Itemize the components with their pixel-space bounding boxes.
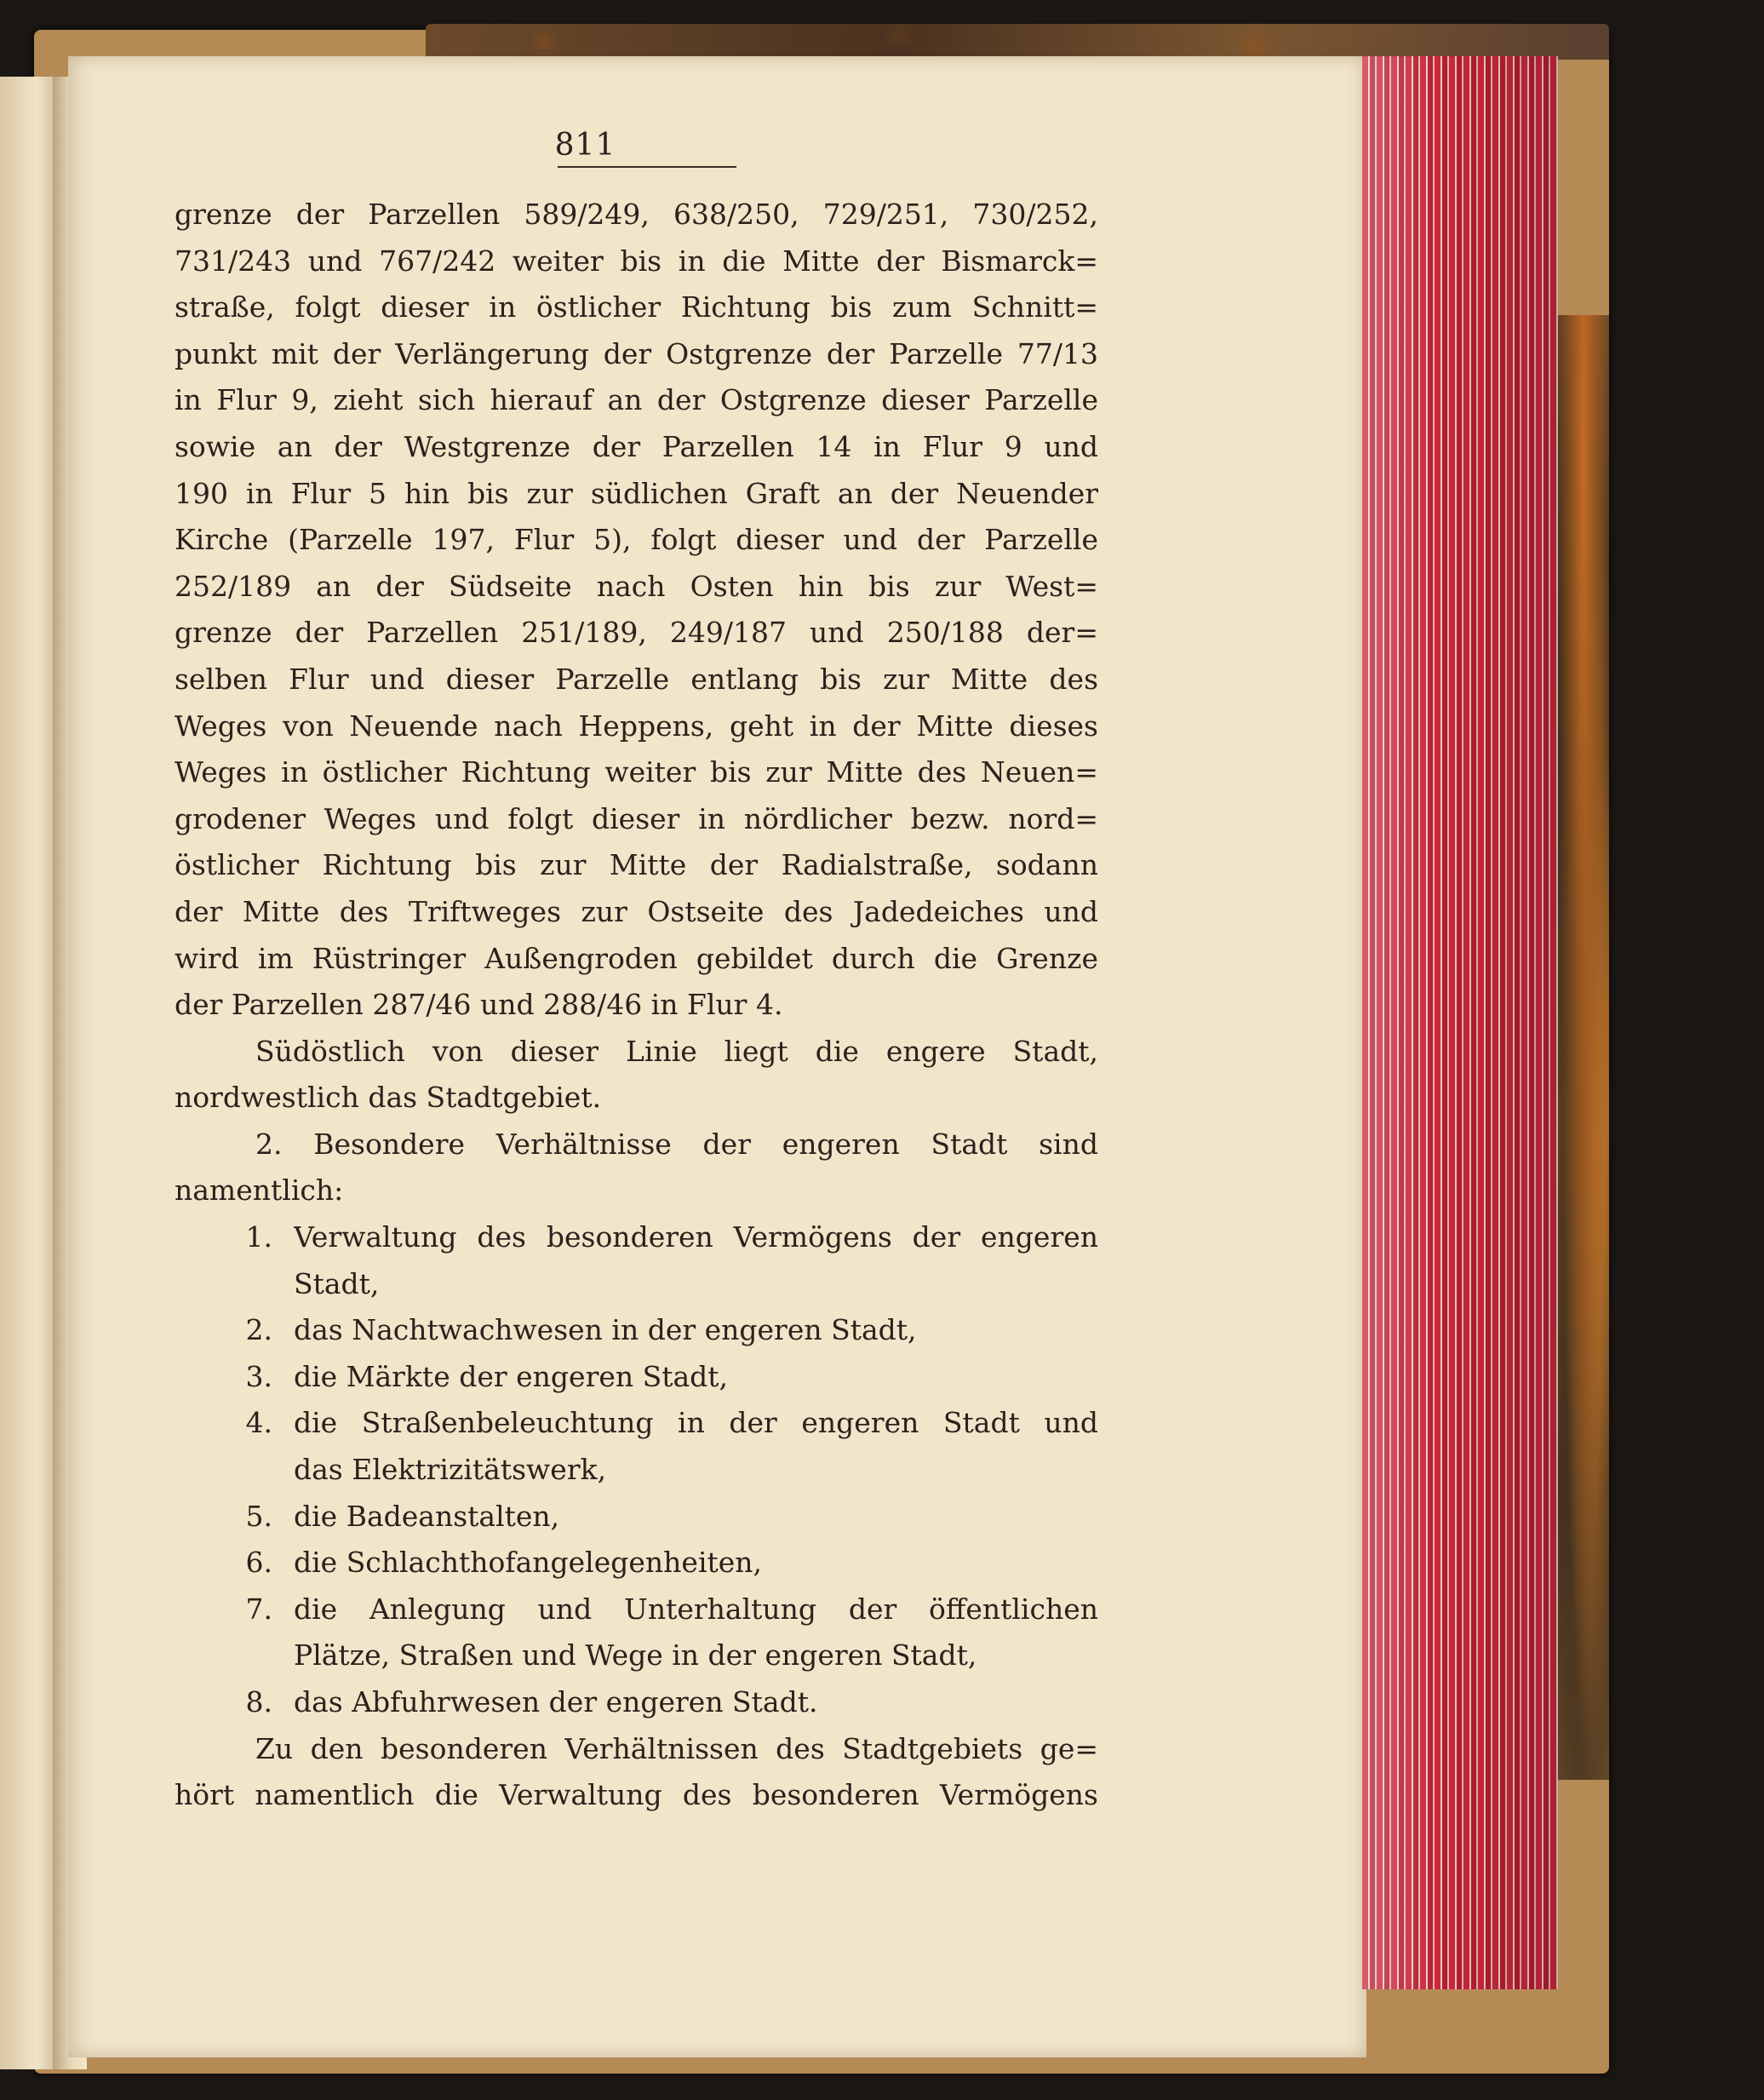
- list-item-number: 3.: [245, 1359, 272, 1393]
- list-item-text: Verwaltung des besonderen Vermögens der engeren: [294, 1220, 1098, 1254]
- text-line: der Parzellen 287/46 und 288/46 in Flur 4.: [175, 988, 783, 1022]
- list-item-number: 7.: [245, 1592, 272, 1626]
- list-item-text: die Schlachthofangelegenheiten,: [294, 1546, 763, 1580]
- paragraph-3: [175, 1122, 1098, 1214]
- list-item-number: 1.: [245, 1220, 272, 1254]
- paragraph-1: [175, 192, 1098, 1029]
- list-item: [175, 1679, 1098, 1726]
- text-line: grodener Weges und folgt dieser in nördlicher bezw. nord=: [175, 801, 1098, 835]
- list-item-number: 6.: [245, 1546, 272, 1580]
- page-text: [175, 128, 1098, 1819]
- text-line: nordwestlich das Stadtgebiet.: [175, 1081, 602, 1115]
- text-line: Weges in östlicher Richtung weiter bis zur Mitte des Neuen=: [175, 755, 1098, 789]
- text-line: 190 in Flur 5 hin bis zur südlichen Graft an der Neuender: [175, 476, 1098, 510]
- paragraph-4: [175, 1726, 1098, 1819]
- list-item: [175, 1400, 1098, 1447]
- numbered-list: [175, 1214, 1098, 1726]
- list-item-text: die Anlegung und Unterhaltung der öffentlichen: [294, 1592, 1098, 1626]
- marbled-cover-right: [1558, 315, 1609, 1780]
- list-item-number: 8.: [245, 1685, 272, 1718]
- text-line: straße, folgt dieser in östlicher Richtung bis zum Schnitt=: [175, 290, 1098, 324]
- text-line: grenze der Parzellen 589/249, 638/250, 729/251, 730/252,: [175, 198, 1098, 231]
- text-line: 731/243 und 767/242 weiter bis in die Mitte der Bismarck=: [175, 244, 1098, 278]
- list-item: [175, 1307, 1098, 1354]
- text-line: 2. Besondere Verhältnisse der engeren Stadt sind: [255, 1127, 1098, 1161]
- list-item-text: das Nachtwachwesen in der engeren Stadt,: [294, 1313, 917, 1347]
- list-item-text: die Märkte der engeren Stadt,: [294, 1359, 729, 1393]
- page-edges-shading: [1362, 56, 1558, 1989]
- list-item-continuation: Plätze, Straßen und Wege in der engeren Stadt,: [294, 1638, 977, 1673]
- text-line: selben Flur und dieser Parzelle entlang bis zur Mitte des: [175, 662, 1098, 696]
- list-item-text: die Badeanstalten,: [294, 1499, 560, 1533]
- list-item-number: 2.: [245, 1313, 272, 1347]
- list-item-number: 4.: [245, 1406, 272, 1440]
- text-line: der Mitte des Triftweges zur Ostseite des Jadedeiches und: [175, 894, 1098, 928]
- text-line: hört namentlich die Verwaltung des besonderen Vermögens: [175, 1778, 1098, 1812]
- text-line: punkt mit der Verlängerung der Ostgrenze der Parzelle 77/13: [175, 336, 1098, 370]
- list-item-continuation: das Elektrizitätswerk,: [294, 1453, 607, 1487]
- paragraph-2: [175, 1029, 1098, 1122]
- list-item: [175, 1494, 1098, 1541]
- list-item: [175, 1354, 1098, 1401]
- text-line: Weges von Neuende nach Heppens, geht in der Mitte dieses: [175, 709, 1098, 743]
- marbled-cover-top: [426, 24, 1609, 60]
- list-item: [175, 1214, 1098, 1261]
- header-rule: [558, 166, 736, 168]
- text-line: wird im Rüstringer Außengroden gebildet durch die Grenze: [175, 941, 1098, 975]
- page-number: 811: [554, 128, 616, 163]
- list-item-text: die Straßenbeleuchtung in der engeren Stadt und: [294, 1406, 1098, 1440]
- list-item-number: 5.: [245, 1499, 272, 1533]
- text-line: namentlich:: [175, 1173, 344, 1208]
- text-line: Zu den besonderen Verhältnissen des Stadtgebiets ge=: [255, 1731, 1098, 1765]
- text-line: 252/189 an der Südseite nach Osten hin bis zur West=: [175, 569, 1098, 603]
- text-line: sowie an der Westgrenze der Parzellen 14 in Flur 9 und: [175, 429, 1098, 463]
- text-line: Südöstlich von dieser Linie liegt die engere Stadt,: [255, 1034, 1098, 1068]
- list-item-text: das Abfuhrwesen der engeren Stadt.: [294, 1685, 818, 1718]
- text-line: östlicher Richtung bis zur Mitte der Radialstraße, sodann: [175, 848, 1098, 882]
- text-line: Kirche (Parzelle 197, Flur 5), folgt dieser und der Parzelle: [175, 523, 1098, 557]
- text-line: grenze der Parzellen 251/189, 249/187 und 250/188 der=: [175, 616, 1098, 650]
- text-line: in Flur 9, zieht sich hierauf an der Ostgrenze dieser Parzelle: [175, 383, 1098, 417]
- list-item: [175, 1586, 1098, 1633]
- list-item: [175, 1540, 1098, 1586]
- list-item-continuation: Stadt,: [294, 1266, 380, 1300]
